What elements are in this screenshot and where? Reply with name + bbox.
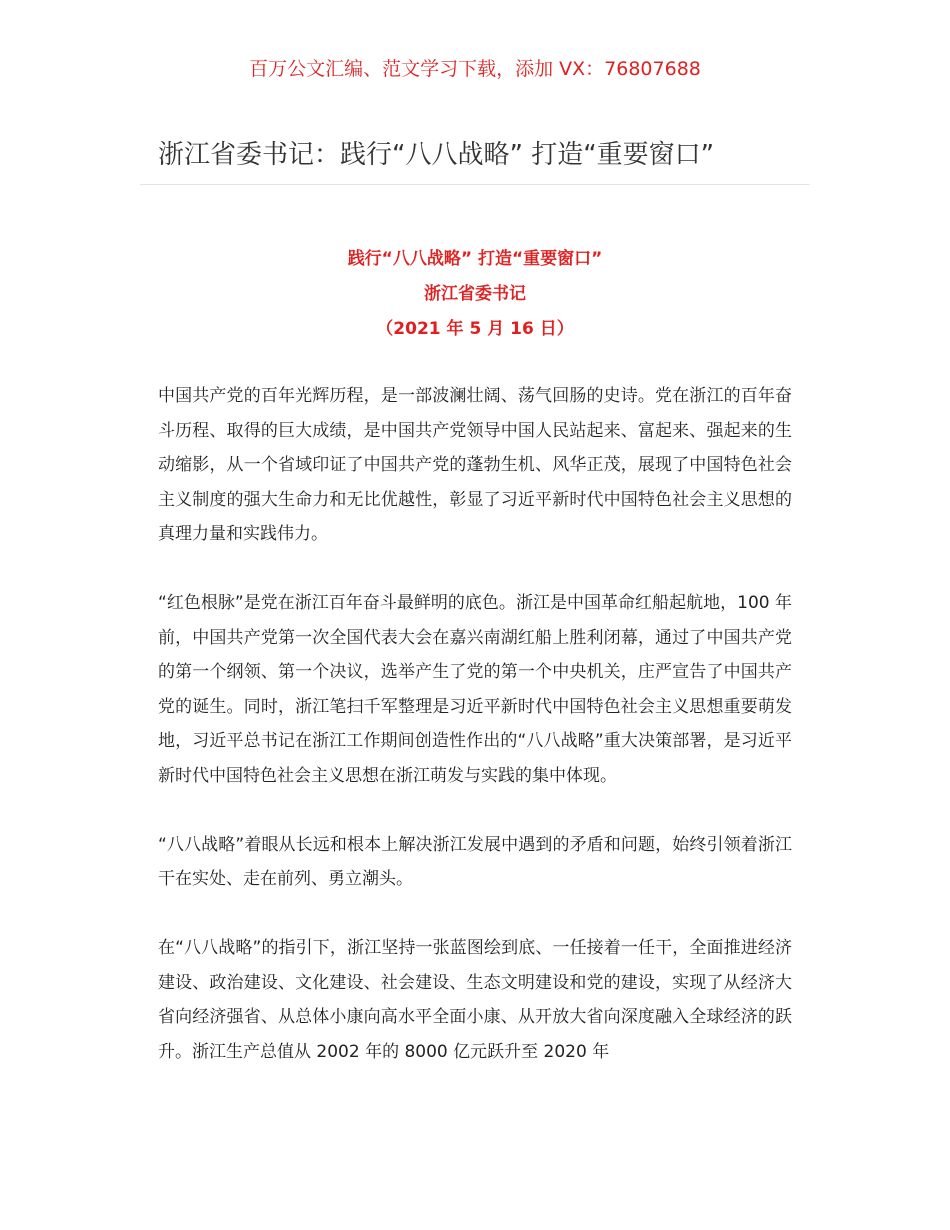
paragraph: “八八战略”着眼从长远和根本上解决浙江发展中遇到的矛盾和问题，始终引领着浙江干在实处、走在前列、勇立潮头。 [158, 834, 792, 889]
article-body [158, 379, 792, 1104]
paragraph: 中国共产党的百年光辉历程，是一部波澜壮阔、荡气回肠的史诗。党在浙江的百年奋斗历程、取得的巨大成绩，是中国共产党领导中国人民站起来、富起来、强起来的生动缩影，从一个省域印证了中国共产党的蓬勃生机、风华正茂，展现了中国特色社会主义制度的强大生命力和无比优越性，彰显了习近平新时代中国特色社会主义思想的真理力量和实践伟力。 [158, 386, 792, 544]
paragraph: “红色根脉”是党在浙江百年奋斗最鲜明的底色。浙江是中国革命红船起航地，100 年前，中国共产党第一次全国代表大会在嘉兴南湖红船上胜利闭幕，通过了中国共产党的第一个纲领、第一个决议，选举产生了党的第一个中央机关，庄严宣告了中国共产党的诞生。同时，浙江笔扫千军整理是习近平新时代中国特色社会主义思想重要萌发地，习近平总书记在浙江工作期间创造性作出的“八八战略”重大决策部署，是习近平新时代中国特色社会主义思想在浙江萌发与实践的集中体现。 [158, 593, 792, 786]
article-header [0, 242, 950, 347]
article-heading: 践行“八八战略” 打造“重要窗口” [347, 249, 603, 269]
paragraph: 在“八八战略”的指引下，浙江坚持一张蓝图绘到底、一任接着一任干，全面推进经济建设、政治建设、文化建设、社会建设、生态文明建设和党的建设，实现了从经济大省向经济强省、从总体小康向高水平全面小康、从开放大省向深度融入全球经济的跃升。浙江生产总值从 2002 年的 8000 亿元跃升至 2020 年 [158, 938, 792, 1062]
title-divider [140, 184, 810, 185]
banner-ad-text: 百万公文汇编、范文学习下载，添加 VX：76807688 [249, 58, 701, 80]
article-date: （2021 年 5 月 16 日） [376, 319, 574, 339]
article-author: 浙江省委书记 [424, 284, 526, 304]
page-title: 浙江省委书记：践行“八八战略” 打造“重要窗口” [158, 140, 715, 170]
